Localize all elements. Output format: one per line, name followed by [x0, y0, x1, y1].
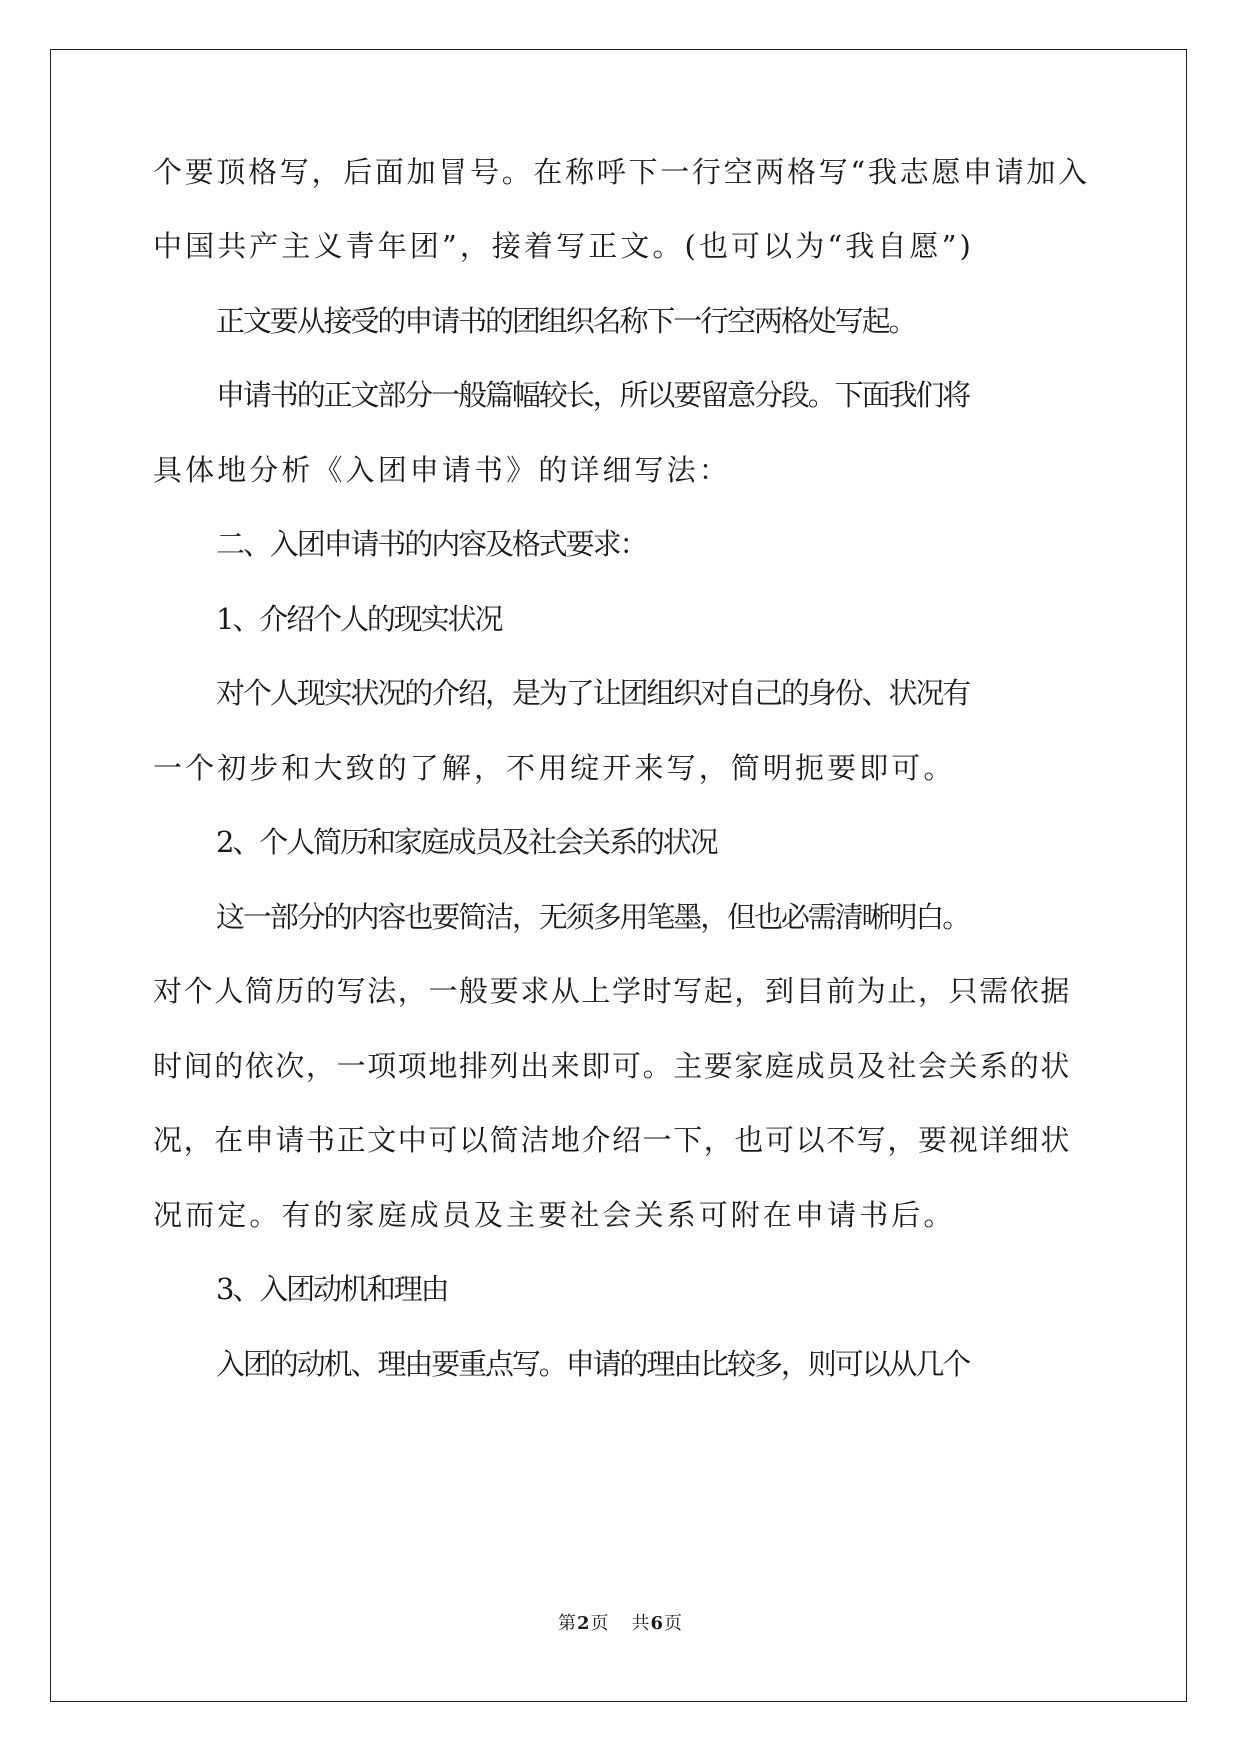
total-suffix: 页: [664, 1613, 684, 1634]
paragraph-start: 入团的动机、理由要重点写。申请的理由比较多，则可以从几个: [216, 1347, 970, 1381]
subsection-heading: 2、个人简历和家庭成员及社会关系的状况: [216, 825, 717, 859]
text-line: 个要顶格写，后面加冒号。在称呼下一行空两格写“我志愿申请加入: [153, 155, 1090, 189]
paragraph-start: 这一部分的内容也要简洁，无须多用笔墨，但也必需清晰明白。: [216, 900, 970, 934]
text-line: 中国共产主义青年团”，接着写正文。(也可以为“我自愿”): [153, 229, 974, 263]
page-number: 2: [576, 1613, 591, 1634]
paragraph-start: 申请书的正文部分一般篇幅较长，所以要留意分段。下面我们将: [216, 378, 970, 412]
page-footer: [0, 1612, 1241, 1636]
total-pages: 6: [650, 1613, 665, 1634]
text-line: 况，在申请书正文中可以简洁地介绍一下，也可以不写，要视详细状: [153, 1123, 1072, 1157]
section-heading: 二、入团申请书的内容及格式要求：: [216, 527, 647, 561]
paragraph-start: 对个人现实状况的介绍，是为了让团组织对自己的身份、状况有: [216, 676, 970, 710]
page-border: [50, 49, 1187, 1702]
subsection-heading: 1、介绍个人的现实状况: [216, 602, 502, 636]
text-line: 具体地分析《入团申请书》的详细写法：: [153, 453, 731, 487]
text-line: 一个初步和大致的了解，不用绽开来写，简明扼要即可。: [153, 751, 956, 785]
total-prefix: 共: [631, 1613, 651, 1634]
paragraph-start: 正文要从接受的申请书的团组织名称下一行空两格处写起。: [216, 304, 916, 338]
text-line: 况而定。有的家庭成员及主要社会关系可附在申请书后。: [153, 1198, 956, 1232]
text-line: 时间的依次，一项项地排列出来即可。主要家庭成员及社会关系的状: [153, 1049, 1072, 1083]
page-suffix: 页: [590, 1613, 610, 1634]
page-prefix: 第: [557, 1613, 577, 1634]
text-line: 对个人简历的写法，一般要求从上学时写起，到目前为止，只需依据: [153, 974, 1072, 1008]
subsection-heading: 3、入团动机和理由: [216, 1272, 448, 1306]
